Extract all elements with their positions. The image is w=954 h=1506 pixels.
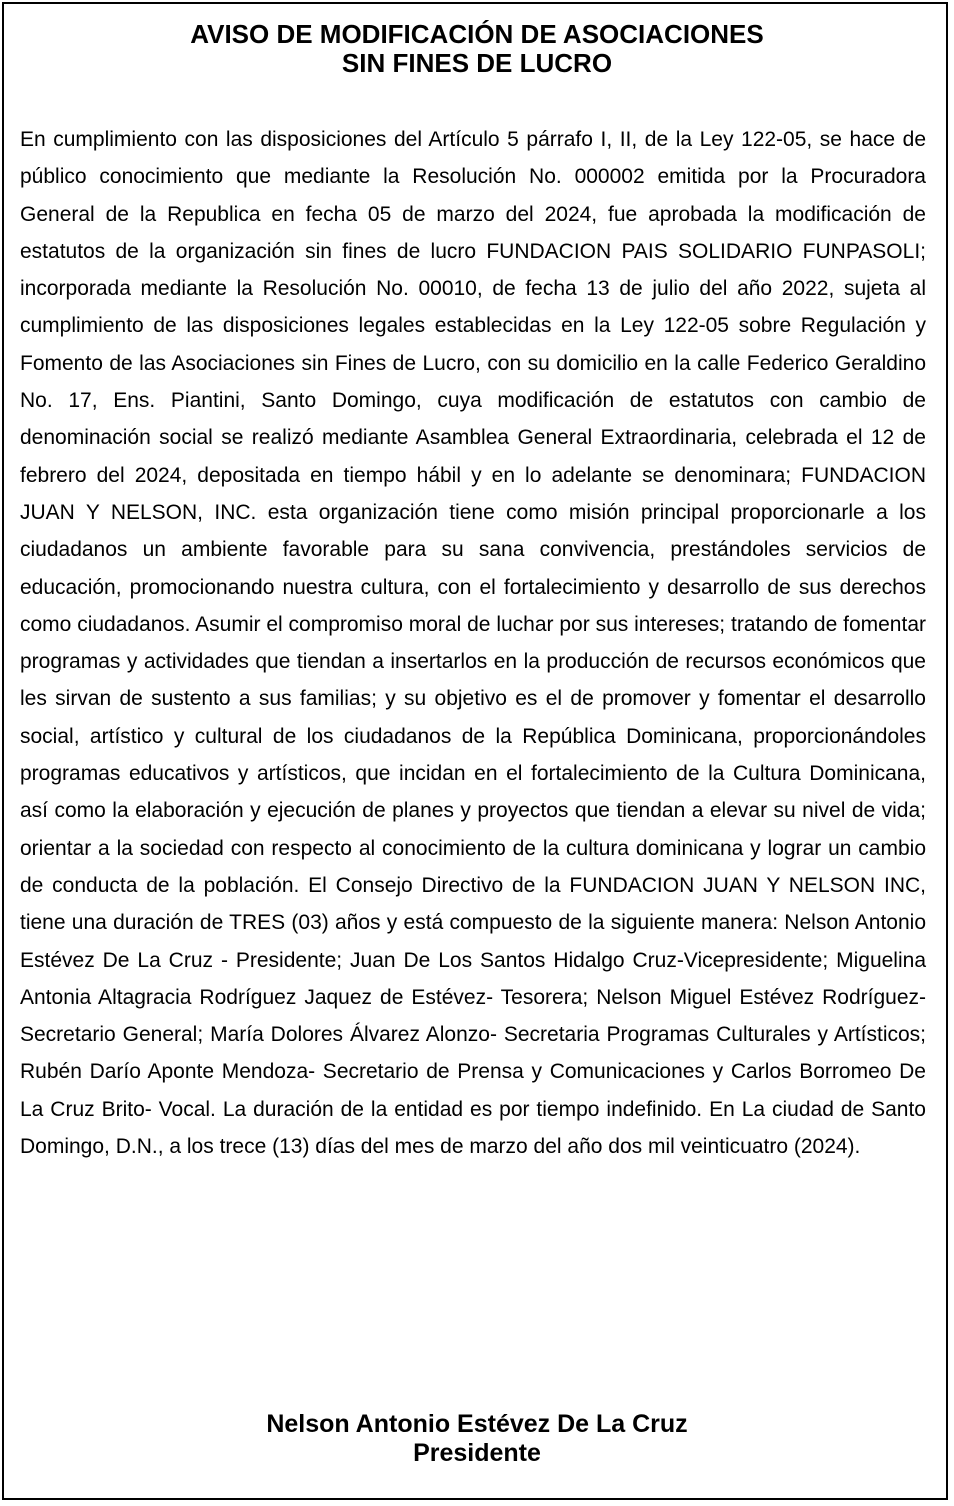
signature-block — [0, 1410, 954, 1468]
notice-title-line-2: SIN FINES DE LUCRO — [341, 48, 613, 78]
notice-title — [0, 20, 954, 78]
signature-name: Nelson Antonio Estévez De La Cruz — [266, 1410, 688, 1438]
notice-body: En cumplimiento con las disposiciones del Artículo 5 párrafo I, II, de la Ley 122-05, se hace de público conocimiento que mediante la Resolución No. 000002 emitida por la Procuradora General de la Republica en fecha 05 de marzo del 2024, fue aprobada la modificación de estatutos de la organización sin fines de lucro FUNDACION PAIS SOLIDARIO FUNPASOLI; incorporada mediante la Resolución No. 00010, de fecha 13 de julio del año 2022, sujeta al cumplimiento de las disposiciones legales establecidas en la Ley 122-05 sobre Regulación y Fomento de las Asociaciones sin Fines de Lucro, con su domicilio en la calle Federico Geraldino No. 17, Ens. Piantini, Santo Domingo, cuya modificación de estatutos con cambio de denominación social se realizó mediante Asamblea General Extraordinaria, celebrada el 12 de febrero del 2024, depositada en tiempo hábil y en lo adelante se denominara; FUNDACION JUAN Y NELSON, INC. esta organización tiene como misión principal proporcionarle a los ciudadanos un ambiente favorable para su sana convivencia, prestándoles servicios de educación, promocionando nuestra cultura, con el fortalecimiento y desarrollo de sus derechos como ciudadanos. Asumir el compromiso moral de luchar por sus intereses; tratando de fomentar programas y actividades que tiendan a insertarlos en la producción de recursos económicos que les sirvan de sustento a sus familias; y su objetivo es el de promover y fomentar el desarrollo social, artístico y cultural de los ciudadanos de la República Dominicana, proporcionándoles programas educativos y artísticos, que incidan en el fortalecimiento de la Cultura Dominicana, así como la elaboración y ejecución de planes y proyectos que tiendan a elevar su nivel de vida; orientar a la sociedad con respecto al conocimiento de la cultura dominicana y lograr un cambio de conducta de la población. El Consejo Directivo de la FUNDACION JUAN Y NELSON INC, tiene una duración de TRES (03) años y está compuesto de la siguiente manera: Nelson Antonio Estévez De La Cruz - Presidente; Juan De Los Santos Hidalgo Cruz-Vicepresidente; Miguelina Antonia Altagracia Rodríguez Jaquez de Estévez- Tesorera; Nelson Miguel Estévez Rodríguez- Secretario General; María Dolores Álvarez Alonzo- Secretaria Programas Culturales y Artísticos; Rubén Darío Aponte Mendoza- Secretario de Prensa y Comunicaciones y Carlos Borromeo De La Cruz Brito- Vocal. La duración de la entidad es por tiempo indefinido. En La ciudad de Santo Domingo, D.N., a los trece (13) días del mes de marzo del año dos mil veinticuatro (2024). — [20, 128, 926, 1159]
notice-title-line-1: AVISO DE MODIFICACIÓN DE ASOCIACIONES — [190, 19, 764, 49]
signature-role: Presidente — [413, 1439, 541, 1467]
